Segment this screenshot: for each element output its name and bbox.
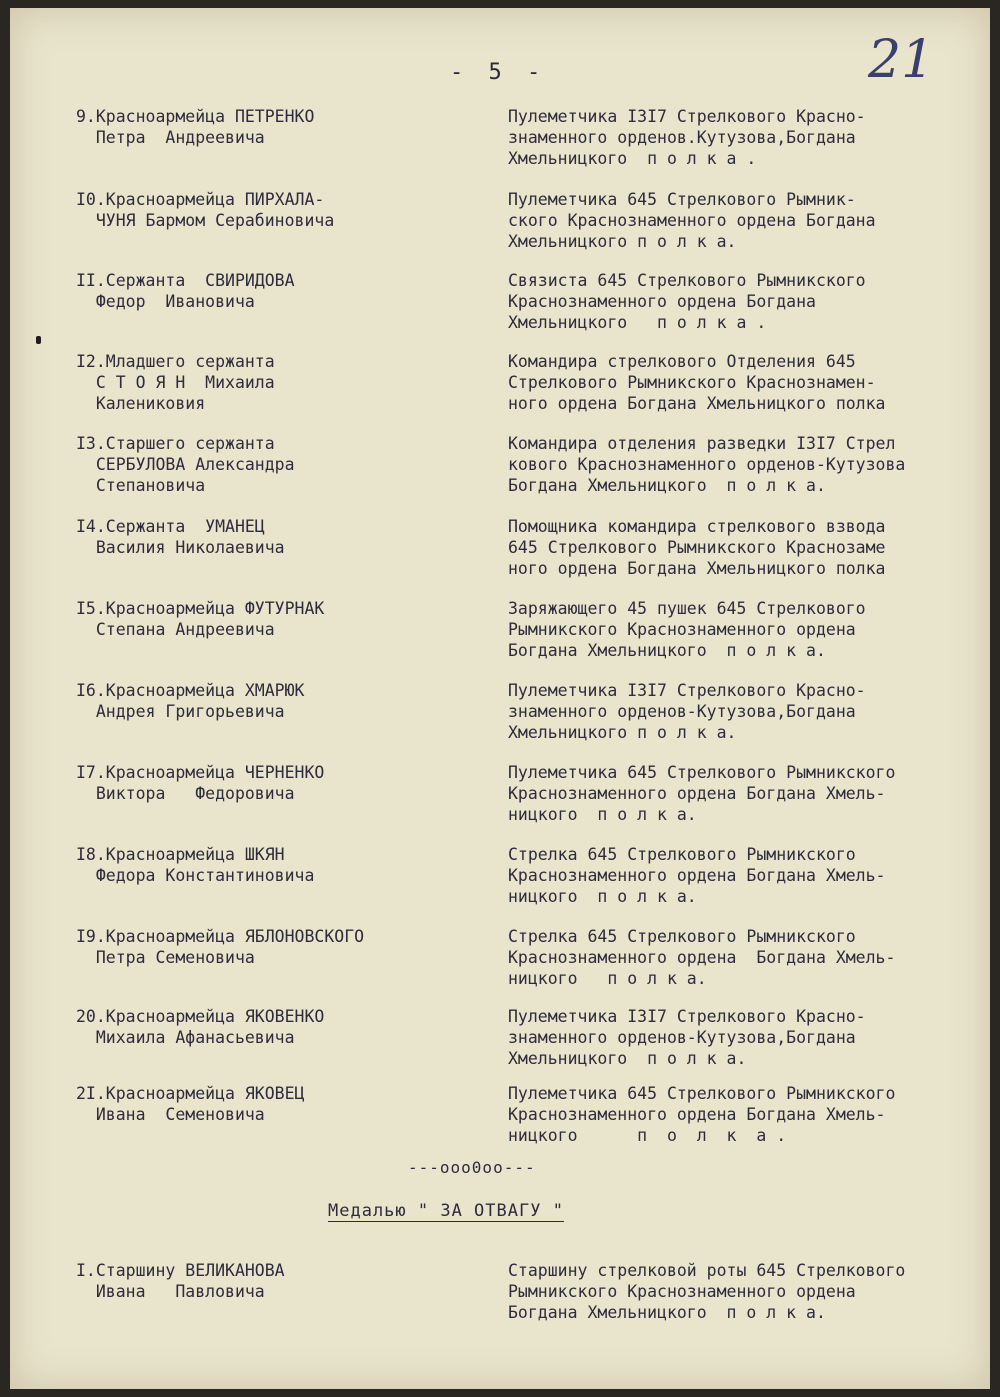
recipient-name: I6.Красноармейца ХМАРЮК Андрея Григорьевича: [76, 681, 305, 721]
recipient-position: Стрелка 645 Стрелкового Рымникского Краснознаменного ордена Богдана Хмель- ницкого п о л к а.: [508, 927, 896, 988]
recipient-name: I.Старшину ВЕЛИКАНОВА Ивана Павловича: [76, 1261, 285, 1301]
recipient-position: Заряжающего 45 пушек 645 Стрелкового Рымникского Краснознаменного ордена Богдана Хмельницкого п о л к а.: [508, 599, 866, 660]
recipient-position: Стрелка 645 Стрелкового Рымникского Краснознаменного ордена Богдана Хмель- ницкого п о л к а.: [508, 845, 886, 906]
margin-ink-mark: [36, 336, 41, 344]
recipient-position: Пулеметчика I3I7 Стрелкового Красно- знаменного орденов-Кутузова,Богдана Хмельницкого п о л к а.: [508, 1007, 866, 1068]
recipient-name: I0.Красноармейца ПИРХАЛА- ЧУНЯ Бармом Серабиновича: [76, 190, 335, 230]
recipient-position: Помощника командира стрелкового взвода 645 Стрелкового Рымникского Краснозаме ного ордена Богдана Хмельницкого полка: [508, 517, 886, 578]
recipient-name: I4.Сержанта УМАНЕЦ Василия Николаевича: [76, 517, 285, 557]
recipient-position: Старшину стрелковой роты 645 Стрелкового Рымникского Краснознаменного ордена Богдана Хмельницкого п о л к а.: [508, 1261, 906, 1322]
recipient-name: I8.Красноармейца ШКЯН Федора Константиновича: [76, 845, 315, 885]
recipient-name: I9.Красноармейца ЯБЛОНОВСКОГО Петра Семеновича: [76, 927, 365, 967]
recipient-position: Пулеметчика I3I7 Стрелкового Красно- знаменного орденов.Кутузова,Богдана Хмельницкого п о л к а .: [508, 107, 866, 168]
handwritten-sheet-number: 21: [868, 30, 935, 90]
recipient-position: Командира отделения разведки I3I7 Стрел кового Краснознаменного орденов-Кутузова Богдана Хмельницкого п о л к а.: [508, 434, 906, 495]
medal-section-heading: Медалью " ЗА ОТВАГУ ": [328, 1201, 564, 1221]
recipient-position: Связиста 645 Стрелкового Рымникского Краснознаменного ордена Богдана Хмельницкого п о л к а .: [508, 271, 866, 332]
recipient-position: Пулеметчика 645 Стрелкового Рымникского Краснознаменного ордена Богдана Хмель- ницкого п о л к а .: [508, 1084, 896, 1145]
recipient-name: I5.Красноармейца ФУТУРНАК Степана Андреевича: [76, 599, 325, 639]
page-number: - 5 -: [450, 60, 547, 85]
recipient-name: 9.Красноармейца ПЕТРЕНКО Петра Андреевича: [76, 107, 315, 147]
recipient-name: II.Сержанта СВИРИДОВА Федор Ивановича: [76, 271, 295, 311]
recipient-position: Пулеметчика 645 Стрелкового Рымник- ского Краснознаменного ордена Богдана Хмельницкого п о л к а.: [508, 190, 876, 251]
recipient-name: I7.Красноармейца ЧЕРНЕНКО Виктора Федоровича: [76, 763, 325, 803]
recipient-name: I3.Старшего сержанта СЕРБУЛОВА Александра Степановича: [76, 434, 295, 495]
recipient-name: 20.Красноармейца ЯКОВЕНКО Михаила Афанасьевича: [76, 1007, 325, 1047]
recipient-position: Пулеметчика 645 Стрелкового Рымникского Краснознаменного ордена Богдана Хмель- ницкого п о л к а.: [508, 763, 896, 824]
recipient-position: Командира стрелкового Отделения 645 Стрелкового Рымникского Краснознамен- ного ордена Богдана Хмельницкого полка: [508, 352, 886, 413]
recipient-name: 2I.Красноармейца ЯКОВЕЦ Ивана Семеновича: [76, 1084, 305, 1124]
recipient-position: Пулеметчика I3I7 Стрелкового Красно- знаменного орденов-Кутузова,Богдана Хмельницкого п о л к а.: [508, 681, 866, 742]
document-page: [10, 8, 990, 1389]
recipient-name: I2.Младшего сержанта С Т О Я Н Михаила Калениковия: [76, 352, 275, 413]
section-separator: ---ооо0оо---: [408, 1158, 536, 1177]
